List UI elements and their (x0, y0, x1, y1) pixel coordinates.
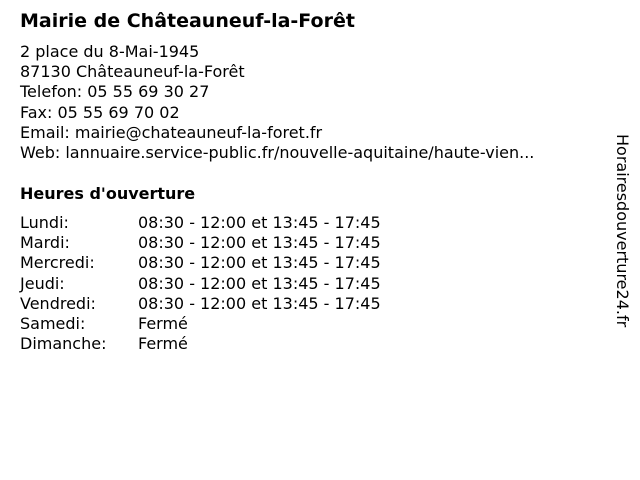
email-row (20, 123, 534, 143)
day-label: Mercredi: (20, 253, 95, 273)
web-link[interactable]: lannuaire.service-public.fr/nouvelle-aquitaine/haute-vien... (65, 143, 535, 163)
hours-row-saturday (20, 314, 381, 334)
address-line-2: 87130 Châteauneuf-la-Forêt (20, 62, 245, 82)
contact-block (20, 42, 534, 163)
day-label: Jeudi: (20, 273, 65, 293)
hours-value: Fermé (138, 334, 188, 354)
hours-value: 08:30 - 12:00 et 13:45 - 17:45 (138, 273, 381, 293)
hours-heading: Heures d'ouverture (20, 184, 196, 203)
hours-row-wednesday (20, 253, 381, 273)
hours-value: 08:30 - 12:00 et 13:45 - 17:45 (138, 293, 381, 313)
phone-value[interactable]: 05 55 69 30 27 (87, 82, 210, 102)
site-watermark-label: Horairesdouverture24.fr (613, 134, 632, 328)
hours-table (20, 213, 381, 354)
hours-row-tuesday (20, 233, 381, 253)
fax-label: Fax: (20, 102, 58, 122)
page-title: Mairie de Châteauneuf-la-Forêt (20, 10, 355, 32)
hours-row-sunday (20, 334, 381, 354)
phone-row (20, 82, 534, 102)
hours-row-friday (20, 294, 381, 314)
hours-value: Fermé (138, 314, 188, 334)
address-line-1: 2 place du 8-Mai-1945 (20, 42, 200, 61)
email-label: Email: (20, 122, 75, 142)
day-label: Mardi: (20, 233, 70, 253)
fax-row (20, 103, 534, 123)
day-label: Lundi: (20, 213, 69, 232)
web-label: Web: (20, 143, 66, 163)
hours-value: 08:30 - 12:00 et 13:45 - 17:45 (138, 213, 381, 232)
fax-value: 05 55 69 70 02 (57, 102, 180, 122)
phone-label: Telefon: (20, 82, 88, 102)
hours-value: 08:30 - 12:00 et 13:45 - 17:45 (138, 253, 381, 273)
hours-value: 08:30 - 12:00 et 13:45 - 17:45 (138, 233, 381, 253)
web-row (20, 143, 534, 163)
email-link[interactable]: mairie@chateauneuf-la-foret.fr (74, 122, 323, 142)
day-label: Dimanche: (20, 334, 107, 354)
hours-row-monday (20, 213, 381, 233)
hours-row-thursday (20, 274, 381, 294)
day-label: Vendredi: (20, 293, 96, 313)
day-label: Samedi: (20, 314, 86, 334)
